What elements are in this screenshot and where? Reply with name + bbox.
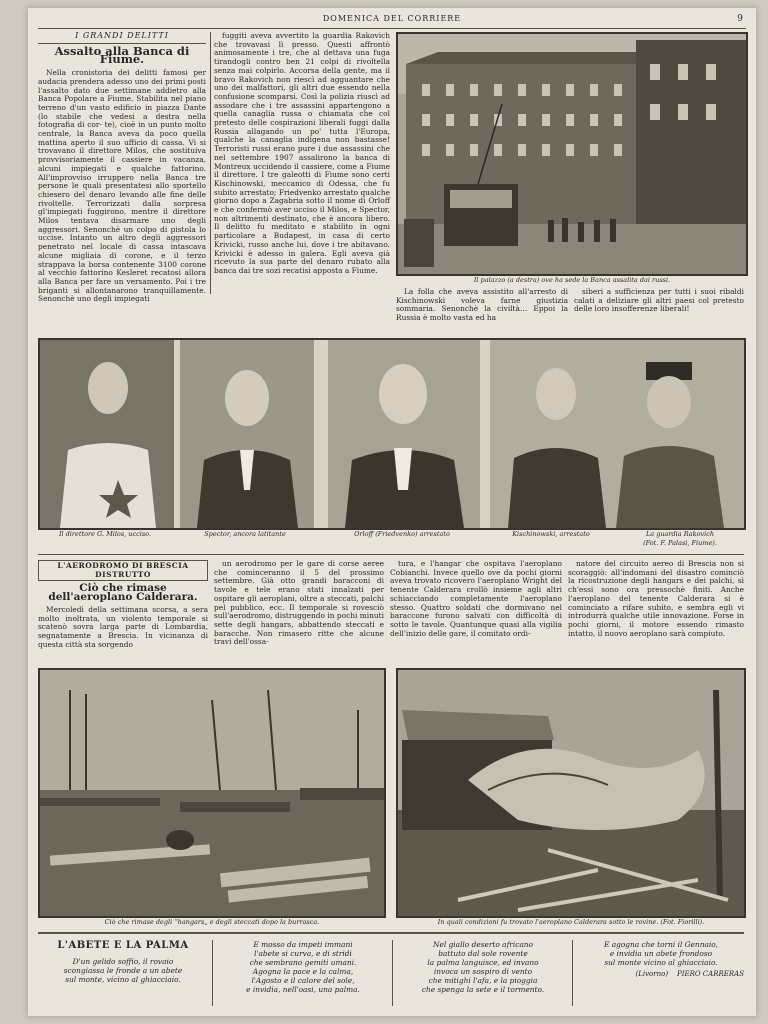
portraits-strip: [38, 338, 746, 530]
poem-line: l'abete si curva, e di stridi: [254, 949, 352, 958]
article1-col4-text: siberi a sufficienza per tutti i suoi ribaldi calati a deliziare gli altri paesi col pretesto delle loro insofferenze liberali!: [574, 287, 744, 314]
aerodrome-caption-left: Ciò che rimase degli “hangars„ e degli steccati dopo la burrasca.: [104, 918, 320, 926]
column-rule: [212, 940, 213, 1006]
article2-column-4: [568, 560, 744, 660]
poem-line: E mosso da impeti immani: [253, 940, 353, 949]
poem-line: l'Agosto e il calore del sole,: [251, 976, 355, 985]
portrait-caption-4: Kischinowski, arrestato: [512, 530, 590, 538]
article1-column-4: [574, 288, 744, 328]
aerodrome-caption-right: In quali condizioni fu trovato l'aeroplano Calderara sotto le rovine. (Fot. Fiorilli).: [437, 918, 705, 926]
poem-author: PIERO CARRERAS: [676, 970, 744, 978]
poem-top-rule: [38, 932, 744, 934]
poem-line: che spenga la sete e il tormento.: [421, 985, 545, 994]
poem-line: scongiassa le fronde a un abete: [63, 966, 183, 975]
bank-photo-caption: Il palazzo (a destra) ove ha sede la Banca assalita dai russi.: [473, 276, 671, 284]
masthead-title: DOMENICA DEL CORRIERE: [322, 14, 462, 23]
poem-line: e invidia un abete frondoso: [609, 949, 713, 958]
poem-block-4: [578, 940, 744, 978]
column-rule: [572, 940, 573, 1006]
poem-line: Nel giallo deserto africano: [433, 940, 533, 949]
article2-kicker: L'AERODROMO DI BRESCIA DISTRUTTO: [38, 560, 208, 581]
article1-col3-text: La folla che aveva assistito all'arresto di Kischinowski voleva farne giustizia sommaria. Senonchè la civiltà… Eppoi la Russia è molto vasta ed ha: [396, 287, 568, 323]
newspaper-page: [28, 8, 756, 1016]
poem-signature: [578, 970, 744, 978]
poem-line: sul monte, vicino al ghiacciaio.: [65, 975, 181, 984]
poem-title: L'ABETE E LA PALMA: [57, 940, 189, 951]
section-rule: [38, 554, 744, 555]
poem-line: e invidia, nell'oasi, una palma.: [246, 985, 360, 994]
column-rule: [392, 940, 393, 1006]
bank-building-photo: [396, 32, 748, 276]
portrait-caption-5: La guardia Rakovich: [645, 530, 715, 538]
poem-stanza-1: [38, 957, 208, 984]
poem-line: Agogna la pace e la calma,: [252, 967, 354, 976]
poem-stanza-3: [398, 940, 568, 994]
article1-col1-text: Nella cronistoria dei delitti famosi per audacia prendera adesso uno dei primi posti l'assalto dato due settimane addietro alla Banca Popolare a Fiume. Stabilita nel piano terreno d'un vasto edificio in piazza Dante (lo stabile che vedesi a destra nella fotografia di cor- te), cioè in un punto molto centrale, la Banca aveva da poco quella mattina aperto il suo ufficio di cassa. Vi si trovavano il direttore Milos, che sostituiva provvisoriamente il cassiere in vacanza, alcuni impiegati e qualche fattorino. All'improvviso irruppero nella Banca tre persone le quali presentatesi allo sportello chiesero del denaro levando alle fine delle rivoltelle. Terrorizzati dalla sorpresa gl'impiegati fuggirono, mentre il direttore Milos tentava disarmare uno degli aggressori. Senonchè un colpo di pistola lo uccise. Intanto un altro degli aggressori penetrato nel locale di cassa intascava alcune migliaia di corone, e il terzo strappava la borsa contenente 3100 corone al vecchio fattorino Kesleret recatosi allora alla Banca per fare un versamento. Poi i tre briganti si allontanarono tranquillamente. Senonchè uno degli impiegati: [38, 68, 206, 304]
masthead: [38, 14, 746, 29]
photo-credit: (Fot. F. Palasi, Fiume).: [643, 539, 717, 547]
article2-col2-text: un aerodromo per le gare di corse aeree che cominceranno il 5 del prossimo settembre. Già otto grandi baracconi di tavole e tele erano stati innalzati per ospitare gli aeroplani, oltre a steccati, palchi pel pubblico, ecc. Il temporale si rovesciò sull'aerodromo, distruggendo in pochi minuti sette degli hangars, abbattendo steccati e baracche. Non rimasero ritte che alcune travi dell'ossa-: [214, 559, 384, 647]
portrait-caption-3: Orloff (Friedvenko) arrestato: [354, 530, 450, 538]
column-rule: [210, 32, 211, 294]
article2-headline: Ciò che rimase dell'aeroplano Calderara.: [48, 582, 198, 604]
aerodrome-ruins-photo: [38, 668, 386, 918]
article2-col4-text: natore del circuito aereo di Brescia non si scoraggiò: all'indomani del disastro cominciò la ricostruzione degli hangars e dei palchi, sì ch'essi sono ora pressochè finiti. Anche l'aeroplano del tenente Calderara si è cominciato a rifare subito, e sembra egli vi introdurrà qualche utile innovazione. Forse in pochi giorni, il motore essendo rimasto intatto, il nuovo aeroplano sarà compiuto.: [568, 559, 744, 638]
poem-block-1: [38, 940, 208, 984]
article1-col2-text: fuggiti aveva avvertito la guardia Rakovich che trovavasi lì presso. Questi affrontò animosamente i tre, che al dettava una fuga tirandogli contro ben 21 colpi di rivoltella senza mai colpirlo. Accorsa della gente, ma il bravo Rakovich non riescì ad agguantare che uno dei malfattori, gli altri due essendo nella confusione scomparsi. Così la polizia riuscì ad assodare che i tre assassini appartengono a quella canaglia russa o chiamata che col pretesto delle cospirazioni liberali fuggi dalla Russia allagando un po' tutta l'Europa, qualche la canaglia indigena non bastasse! Terroristi russi erano pure i due assassini che nel settembre 1907 assalirono la banca di Montreux uccidendo il cassiere, come a Fiume il direttore. I tre galeotti di Fiume sono certi Kischinowski, meccanico di Odessa, che fu subito arrestato; Friedvenko arrestato qualche giorno dopo a Zagabria sotto il nome di Orloff e che confermò aver ucciso il Milos, e Spector, non altrimenti destinato, che è ancora libero. Il delitto fu meditato e stabilito in ogni particolare a Budapest, in casa di certo Krivicki, russo anche lui, dove i tre abitavano. Krivicki è adesso in galera. Egli aveva già ricevuto la sua parte del denaro rubato alla banca dai tre sozi recatisi apposta a Fiume.: [214, 31, 390, 275]
article2-column-2: [214, 560, 384, 660]
wrecked-aeroplane-photo: [396, 668, 746, 918]
article2-col3-text: tura, e l'hangar che ospitava l'aeroplano Cobianchi. Invece quello ove da pochi giorni aveva trovato ricovero l'aeroplano Wright del tenente Calderara crollò insieme agli altri schiacciando completamente l'aeroplano stesso. Quattro soldati che dormivano nel baraccone furono salvati con difficoltà di sotto le tavole. Quantunque quasi alla vigilia dell'inizio delle gare, il comitato ordi-: [390, 559, 562, 638]
poem-place: (Livorno): [635, 970, 669, 978]
article1-headline: Assalto alla Banca di Fiume.: [54, 43, 190, 67]
poem-stanza-2: [218, 940, 388, 994]
article2-column-1: [38, 560, 208, 660]
poem-line: la palma languisce, ed invano: [427, 958, 539, 967]
article1-column-2: [214, 32, 390, 294]
poem-line: E agogna che torni il Gennaio,: [603, 940, 719, 949]
article1-kicker: I GRANDI DELITTI: [38, 32, 206, 44]
article2-col1-text: Mercoledì della settimana scorsa, a sera molto inoltrata, un violento temporale si scatenò sovra larga parte di Lombardia, segnatamente a Brescia. In vicinanza di questa città sta sorgendo: [38, 604, 208, 649]
poem-line: D'un gelido soffio, il rovaio: [72, 957, 174, 966]
poem-line: sul monte vicino al ghiacciaio.: [604, 958, 718, 967]
poem-stanza-4: [578, 940, 744, 967]
portrait-caption-2: Spector, ancora latitante: [204, 530, 286, 538]
poem-line: che mitighi l'afa, e la pioggia: [428, 976, 538, 985]
article1-column-3: [396, 288, 568, 328]
article1-column-1: [38, 31, 206, 304]
page-number: 9: [737, 14, 744, 24]
poem-line: che sembrano gemiti umani.: [249, 958, 357, 967]
article2-column-3: [390, 560, 562, 660]
portrait-caption-1: Il direttore G. Milos, ucciso.: [58, 530, 152, 538]
poem-line: battuto dal sole rovente: [438, 949, 528, 958]
poem-line: invoca un sospiro di vento: [433, 967, 533, 976]
